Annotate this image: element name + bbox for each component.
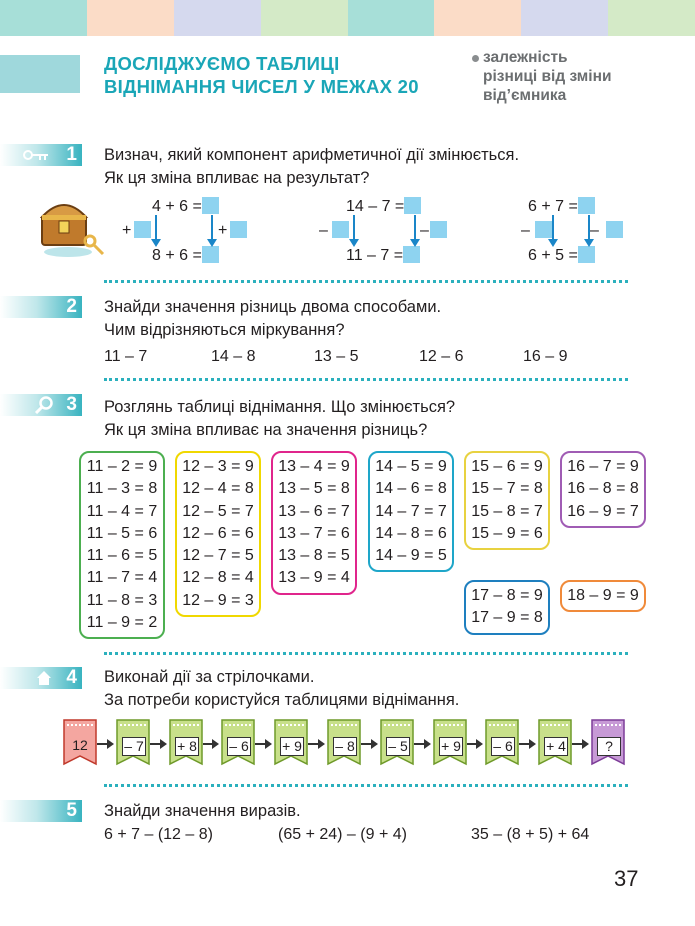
topic-note [483,48,611,105]
operation-flag [221,718,255,766]
table-row: 13 – 9 = 4 [278,569,350,587]
house-icon [36,670,52,686]
change-box[interactable] [606,221,623,238]
task-number: 4 [66,667,77,688]
table-row: 11 – 2 = 9 [86,458,158,475]
arrow-right-icon [255,743,270,745]
operation-label: – 5 [386,737,410,756]
arrow-down-icon [349,215,359,247]
table-row: 14 – 6 = 8 [375,480,447,498]
answer-box[interactable] [202,197,219,214]
equation-top: 4 + 6 = [152,198,202,215]
task-4-number-tab [0,667,82,689]
expression: 13 – 5 [314,348,359,365]
magnifier-icon [34,396,54,414]
answer-box[interactable] [578,246,595,263]
stripe-segment [174,0,261,36]
equation-top: 6 + 7 = [528,198,578,215]
answer-box[interactable] [578,197,595,214]
divider [104,784,628,787]
operation-label: + 9 [280,737,304,756]
change-box[interactable] [332,221,349,238]
stripe-segment [0,0,87,36]
expression: (65 + 24) – (9 + 4) [278,826,407,843]
sign-right: – [420,222,429,239]
arrow-right-icon [519,743,534,745]
start-flag [63,718,97,766]
operation-flag [380,718,414,766]
operation-label: – 7 [122,737,146,756]
table-row: 12 – 6 = 6 [182,524,254,542]
result-flag [591,718,625,766]
task-4-text [104,666,459,712]
equation-top: 14 – 7 = [346,198,405,215]
sign-right: – [590,222,599,239]
task-2-line-2: Чим відрізняються міркування? [104,321,345,339]
subtraction-table [271,451,357,595]
arrow-right-icon [203,743,217,745]
arrow-right-icon [467,743,481,745]
operation-label: + 8 [175,737,199,756]
stripe-segment [608,0,695,36]
table-row: 11 – 3 = 8 [86,480,158,498]
operation-label: + 9 [439,737,463,756]
stripe-segment [434,0,521,36]
operation-label: + 4 [544,737,568,756]
table-row: 14 – 5 = 9 [375,458,447,475]
sign-left: – [319,222,328,239]
subtraction-table [368,451,454,572]
expression: 16 – 9 [523,348,568,365]
table-row: 13 – 8 = 5 [278,547,350,565]
task-3-line-2: Як ця зміна впливає на значення різниць? [104,421,428,439]
task-2-text [104,296,441,342]
sign-left: + [122,222,132,239]
expression: 12 – 6 [419,348,464,365]
equation-bottom: 8 + 6 = [152,247,202,264]
table-row: 15 – 9 = 6 [471,524,543,542]
equation-group-3 [506,195,646,265]
operation-label: – 6 [491,737,515,756]
task-number: 5 [66,800,77,821]
arrow-down-icon [584,215,594,247]
arrow-down-icon [548,215,558,247]
table-row: 12 – 7 = 5 [182,547,254,565]
task-3-line-1: Розглянь таблиці віднімання. Що змінюється? [104,398,456,416]
table-row: 14 – 8 = 6 [375,524,447,542]
task-1-number-tab [0,144,82,166]
divider [104,280,628,283]
table-row: 15 – 7 = 8 [471,480,543,498]
operation-flag [538,718,572,766]
table-row: 17 – 8 = 9 [471,587,543,604]
task-number: 2 [66,296,77,317]
stripe-segment [348,0,435,36]
key-icon [23,149,49,161]
stripe-segment [87,0,174,36]
task-3-text [104,396,455,442]
task-number: 1 [66,144,77,165]
task-2-line-1: Знайди значення різниць двома способами. [104,298,442,316]
header-accent-bar [0,55,80,93]
title-line-1: ДОСЛІДЖУЄМО ТАБЛИЦІ [104,53,340,74]
divider [104,378,628,381]
stripe-segment [261,0,348,36]
answer-box[interactable] [404,197,421,214]
table-row: 12 – 3 = 9 [182,458,254,475]
arrow-right-icon [414,743,429,745]
task-2-number-tab [0,296,82,318]
operation-label: – 6 [227,737,251,756]
task-1-line-1: Визнач, який компонент арифметичної дії змінюється. [104,146,520,164]
table-row: 13 – 7 = 6 [278,524,350,542]
operation-flag [116,718,150,766]
subtraction-table [560,580,646,612]
table-row: 12 – 9 = 3 [182,591,254,609]
topic-line-3: від’ємника [483,87,567,104]
table-row: 13 – 4 = 9 [278,458,350,475]
operation-flag [485,718,519,766]
operation-flag [433,718,467,766]
table-row: 15 – 8 = 7 [471,502,543,520]
equation-group-1 [118,195,258,265]
table-row: 15 – 6 = 9 [471,458,543,475]
subtraction-table [464,580,550,635]
change-box[interactable] [134,221,151,238]
arrow-right-icon [361,743,376,745]
stripe-segment [521,0,608,36]
table-row: 17 – 9 = 8 [471,609,543,627]
arrow-down-icon [410,215,420,247]
table-row: 12 – 4 = 8 [182,480,254,498]
table-row: 14 – 7 = 7 [375,502,447,520]
sign-left: – [521,222,530,239]
topic-line-2: різниці від зміни [483,68,612,85]
operation-label: 12 [72,737,88,753]
arrow-right-icon [150,743,165,745]
table-row: 13 – 6 = 7 [278,502,350,520]
table-row: 13 – 5 = 8 [278,480,350,498]
task-1-text [104,144,519,190]
change-box[interactable] [230,221,247,238]
table-row: 11 – 9 = 2 [86,614,158,632]
equation-group-2 [316,195,456,265]
table-row: 18 – 9 = 9 [567,587,639,604]
table-row: 14 – 9 = 5 [375,547,447,565]
table-row: 16 – 9 = 7 [567,502,639,520]
page-title [104,52,419,98]
table-row: 16 – 7 = 9 [567,458,639,475]
task-1-line-2: Як ця зміна впливає на результат? [104,169,370,187]
equation-bottom: 6 + 5 = [528,247,578,264]
table-row: 11 – 5 = 6 [86,524,158,542]
operation-flag [327,718,361,766]
table-row: 16 – 8 = 8 [567,480,639,498]
title-line-2: ВІДНІМАННЯ ЧИСЕЛ У МЕЖАХ 20 [104,76,419,97]
topic-line-1: залежність [483,49,568,66]
operation-label: – 8 [333,737,357,756]
expression: 35 – (8 + 5) + 64 [471,826,590,843]
treasure-chest-icon [40,197,106,259]
bullet-icon [472,55,479,62]
operation-flag [274,718,308,766]
task-4-line-2: За потреби користуйся таблицями віднімання. [104,691,460,709]
task-5-number-tab [0,800,82,822]
task-number: 3 [66,394,77,415]
arrow-down-icon [151,215,161,247]
answer-box[interactable] [202,246,219,263]
equation-bottom: 11 – 7 = [346,247,404,264]
task-5-text: Знайди значення виразів. [104,802,301,820]
subtraction-table [464,451,550,550]
table-row: 12 – 8 = 4 [182,569,254,587]
answer-box[interactable] [403,246,420,263]
table-row: 11 – 8 = 3 [86,591,158,609]
answer-box[interactable]: ? [597,737,621,756]
task-3-number-tab [0,394,82,416]
page-number: 37 [614,866,639,891]
table-row: 11 – 6 = 5 [86,547,158,565]
arrow-down-icon [207,215,217,247]
table-row: 11 – 4 = 7 [86,502,158,520]
subtraction-table [560,451,646,528]
expression: 6 + 7 – (12 – 8) [104,826,213,843]
subtraction-table [175,451,261,617]
arrow-right-icon [572,743,587,745]
arrow-right-icon [97,743,112,745]
expression: 11 – 7 [104,348,148,365]
sign-right: + [218,222,228,239]
expression: 14 – 8 [211,348,256,365]
task-4-line-1: Виконай дії за стрілочками. [104,668,315,686]
subtraction-table [79,451,165,639]
operation-flag [169,718,203,766]
divider [104,652,628,655]
table-row: 11 – 7 = 4 [86,569,158,587]
arrow-right-icon [308,743,323,745]
table-row: 12 – 5 = 7 [182,502,254,520]
change-box[interactable] [430,221,447,238]
header-stripe [0,0,695,36]
